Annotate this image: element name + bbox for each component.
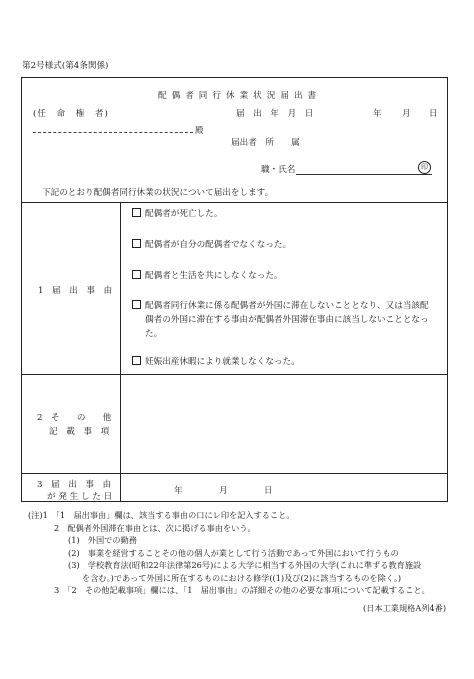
occurrence-year: 年 bbox=[174, 486, 183, 496]
table-line-3 bbox=[21, 473, 448, 474]
checkbox[interactable] bbox=[132, 300, 141, 309]
note-2: 2 配偶者外国滞在事由とは、次に掲げる事由をいう。 bbox=[54, 523, 256, 533]
table-label-divider bbox=[120, 202, 121, 502]
affiliation-label: 届出者 所 属 bbox=[231, 138, 300, 148]
reason-text: 妊娠出産休暇により就業しなくなった。 bbox=[145, 357, 300, 367]
reason-item[interactable] bbox=[132, 207, 222, 219]
note-2-3-cont: を含む。)であって外国に所在するものにおける修学((1)及び(2)に該当するものを除く。) bbox=[82, 573, 402, 583]
checkbox[interactable] bbox=[132, 208, 141, 217]
submit-date-day: 日 bbox=[429, 109, 438, 119]
seal-mark: 印 bbox=[418, 161, 431, 174]
reason-text: 配偶者同行休業に係る配偶者が外国に滞在しないこととなり、又は当該配 bbox=[145, 301, 429, 311]
reason-item[interactable] bbox=[132, 355, 300, 367]
reason-text: 配偶者と生活を共にしなくなった。 bbox=[145, 271, 283, 281]
submit-date-label: 届 出 年 月 日 bbox=[236, 109, 314, 119]
submit-date-year: 年 bbox=[373, 109, 382, 119]
reason-item[interactable] bbox=[132, 269, 283, 281]
row2-label-b: 記 載 事 項 bbox=[49, 427, 110, 437]
occurrence-day: 日 bbox=[264, 486, 273, 496]
row1-label: 1 届 出 事 由 bbox=[38, 286, 113, 296]
appointer-suffix: 殿 bbox=[195, 126, 204, 136]
note-2-1: (1) 外国での勤務 bbox=[68, 535, 137, 545]
appointer-label: (任 命 権 者) bbox=[33, 109, 109, 119]
row3-label-a: 3 届 出 事 由 bbox=[37, 480, 112, 490]
name-label: 職・氏名 bbox=[261, 165, 296, 175]
standard-footer: (日本工業規格A列4番) bbox=[363, 603, 447, 613]
row3-label-b: が 発 生 し た 日 bbox=[47, 492, 113, 502]
other-notes-field[interactable] bbox=[122, 376, 446, 471]
form-title: 配偶者同行休業状況届出書 bbox=[158, 91, 322, 101]
submit-date-month: 月 bbox=[402, 109, 411, 119]
table-line-2 bbox=[21, 374, 448, 375]
checkbox[interactable] bbox=[132, 356, 141, 365]
occurrence-month: 月 bbox=[219, 486, 228, 496]
reason-item[interactable] bbox=[132, 299, 429, 311]
appointer-dashed-line bbox=[33, 132, 193, 133]
reason-text: 配偶者が自分の配偶者でなくなった。 bbox=[145, 240, 292, 250]
note-3: 3 「2 その他記載事項」欄には、「1 届出事由」の詳細その他の必要な事項について記載すること。 bbox=[54, 585, 430, 595]
form-number: 第2号様式(第4条関係) bbox=[22, 61, 109, 71]
intro-text: 下記のとおり配偶者同行休業の状況について届出をします。 bbox=[42, 188, 274, 198]
row2-label-a: 2 そ の 他 bbox=[37, 413, 112, 423]
reason-item[interactable] bbox=[132, 238, 291, 250]
reason-text-cont: た。 bbox=[145, 329, 163, 339]
checkbox[interactable] bbox=[132, 239, 141, 248]
note-2-2: (2) 事業を経営することその他の個人が業として行う活動であって外国において行うもの bbox=[68, 548, 399, 558]
table-top-line bbox=[21, 202, 448, 203]
name-underline bbox=[296, 174, 432, 175]
reason-text-cont: 偶者の外国に滞在する事由が配偶者外国滞在事由に該当しないこととなっ bbox=[145, 315, 429, 325]
note-2-3: (3) 学校教育法(昭和22年法律第26号)による大学に相当する外国の大学(これに準ずる教育施設 bbox=[68, 560, 422, 570]
checkbox[interactable] bbox=[132, 270, 141, 279]
note-1: (注)1 「1 届出事由」欄は、該当する事由の口にレ印を記入すること。 bbox=[28, 510, 295, 520]
reason-text: 配偶者が死亡した。 bbox=[145, 209, 223, 219]
